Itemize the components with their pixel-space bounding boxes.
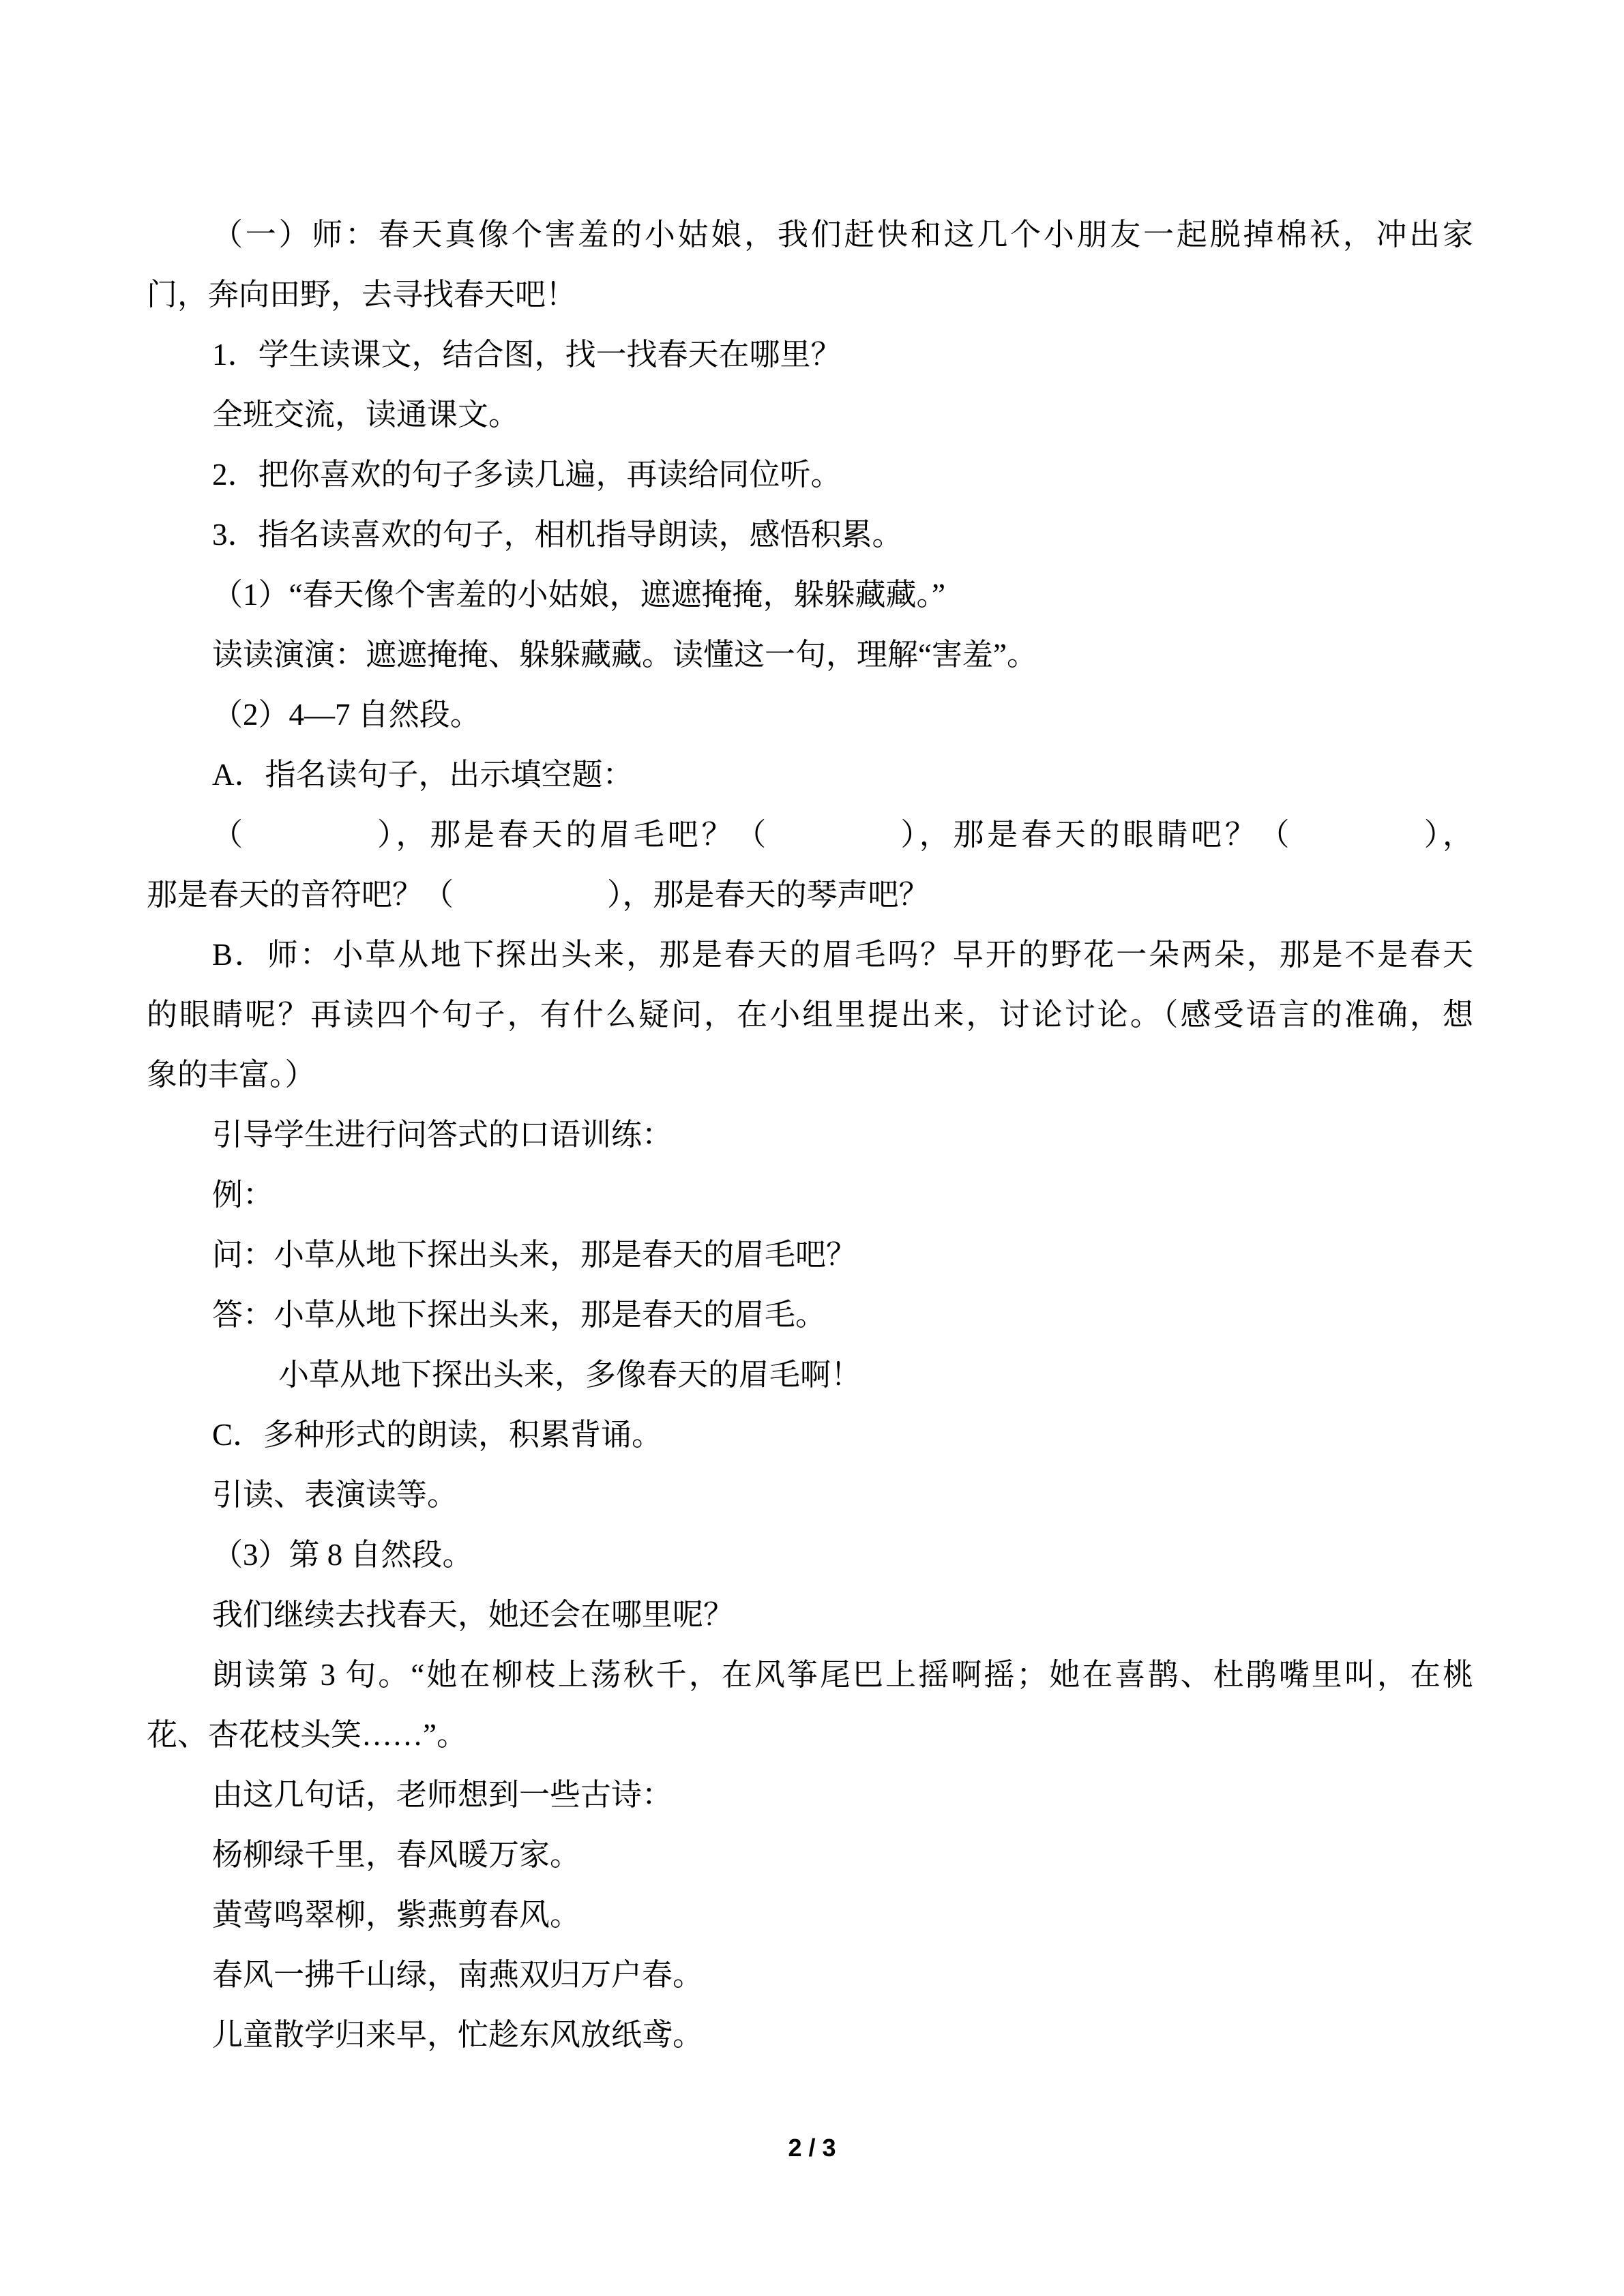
- oral-training-intro: [147, 1105, 1473, 1165]
- page-number: 2 / 3: [788, 2134, 836, 2162]
- activity-b-paragraph: [147, 925, 1473, 1105]
- text-line: C．多种形式的朗读，积累背诵。: [212, 1418, 663, 1452]
- activity-a-instruction: [147, 745, 1473, 805]
- poem-line: [147, 1825, 1473, 1885]
- example-question: [147, 1225, 1473, 1285]
- text-line: 例：: [212, 1178, 274, 1212]
- ancient-poems-intro: [147, 1765, 1473, 1825]
- text-line: 问：小草从地下探出头来，那是春天的眉毛吧？: [212, 1238, 857, 1272]
- text-line: （1）“春天像个害羞的小姑娘，遮遮掩掩，躲躲藏藏。”: [212, 578, 945, 612]
- act-out-reading-note: [147, 625, 1473, 685]
- text-line: 的眼睛呢？再读四个句子，有什么疑问，在小组里提出来，讨论讨论。（感受语言的准确，想: [147, 998, 1473, 1032]
- text-line: 朗读第 3 句。“她在柳枝上荡秋千，在风筝尾巴上摇啊摇；她在喜鹊、杜鹃嘴里叫，在桃: [212, 1658, 1473, 1692]
- class-discussion-note: [147, 385, 1473, 445]
- text-line: 黄莺鸣翠柳，紫燕剪春风。: [212, 1898, 581, 1932]
- text-line: 那是春天的音符吧？（ ），那是春天的琴声吧？: [147, 878, 930, 912]
- text-line: 1．学生读课文，结合图，找一找春天在哪里？: [212, 338, 842, 372]
- example-answer: [147, 1285, 1473, 1345]
- text-line: 花、杏花枝头笑……”。: [147, 1718, 467, 1752]
- text-line: 引读、表演读等。: [212, 1478, 458, 1512]
- text-line: 春风一拂千山绿，南燕双归万户春。: [212, 1958, 704, 1992]
- text-line: （ ），那是春天的眉毛吧？（ ），那是春天的眼睛吧？（ ），: [212, 818, 1473, 852]
- step-3-instruction: [147, 505, 1473, 565]
- example-answer-alternative: [147, 1345, 1473, 1405]
- text-line: 2．把你喜欢的句子多读几遍，再读给同位听。: [212, 458, 842, 492]
- text-line: 小草从地下探出头来，多像春天的眉毛啊！: [278, 1358, 862, 1392]
- text-line: 答：小草从地下探出头来，那是春天的眉毛。: [212, 1298, 827, 1332]
- document-body: [147, 205, 1473, 2065]
- text-line: 门，奔向田野，去寻找春天吧！: [147, 278, 577, 312]
- sentence-3-reading: [147, 1645, 1473, 1765]
- sub-item-2-heading: [147, 685, 1473, 745]
- text-line: 全班交流，读通课文。: [212, 398, 520, 432]
- step-2-instruction: [147, 445, 1473, 505]
- text-line: 引导学生进行问答式的口语训练：: [212, 1118, 673, 1152]
- sub-item-1-quote: [147, 565, 1473, 625]
- activity-c-instruction: [147, 1405, 1473, 1465]
- sub-item-3-heading: [147, 1525, 1473, 1585]
- poem-line: [147, 1885, 1473, 1945]
- text-line: 我们继续去找春天，她还会在哪里呢？: [212, 1598, 735, 1632]
- text-line: （一）师：春天真像个害羞的小姑娘，我们赶快和这几个小朋友一起脱掉棉袄，冲出家: [212, 218, 1473, 252]
- text-line: 3．指名读喜欢的句子，相机指导朗读，感悟积累。: [212, 518, 903, 552]
- text-line: 杨柳绿千里，春风暖万家。: [212, 1838, 581, 1872]
- text-line: 儿童散学归来早，忙趁东风放纸鸢。: [212, 2018, 704, 2052]
- reading-methods-note: [147, 1465, 1473, 1525]
- poem-line: [147, 2005, 1473, 2065]
- step-1-instruction: [147, 325, 1473, 385]
- text-line: （3）第 8 自然段。: [212, 1538, 473, 1572]
- intro-paragraph: [147, 205, 1473, 325]
- text-line: 由这几句话，老师想到一些古诗：: [212, 1778, 673, 1812]
- text-line: 读读演演：遮遮掩掩、躲躲藏藏。读懂这一句，理解“害羞”。: [212, 638, 1037, 672]
- text-line: （2）4—7 自然段。: [212, 698, 481, 732]
- continue-search-prompt: [147, 1585, 1473, 1645]
- fill-in-blank-exercise: [147, 805, 1473, 925]
- text-line: 象的丰富。）: [147, 1058, 316, 1092]
- text-line: B．师：小草从地下探出头来，那是春天的眉毛吗？早开的野花一朵两朵，那是不是春天: [212, 938, 1473, 972]
- text-line: A．指名读句子，出示填空题：: [212, 758, 634, 792]
- poem-line: [147, 1945, 1473, 2005]
- example-label: [147, 1165, 1473, 1225]
